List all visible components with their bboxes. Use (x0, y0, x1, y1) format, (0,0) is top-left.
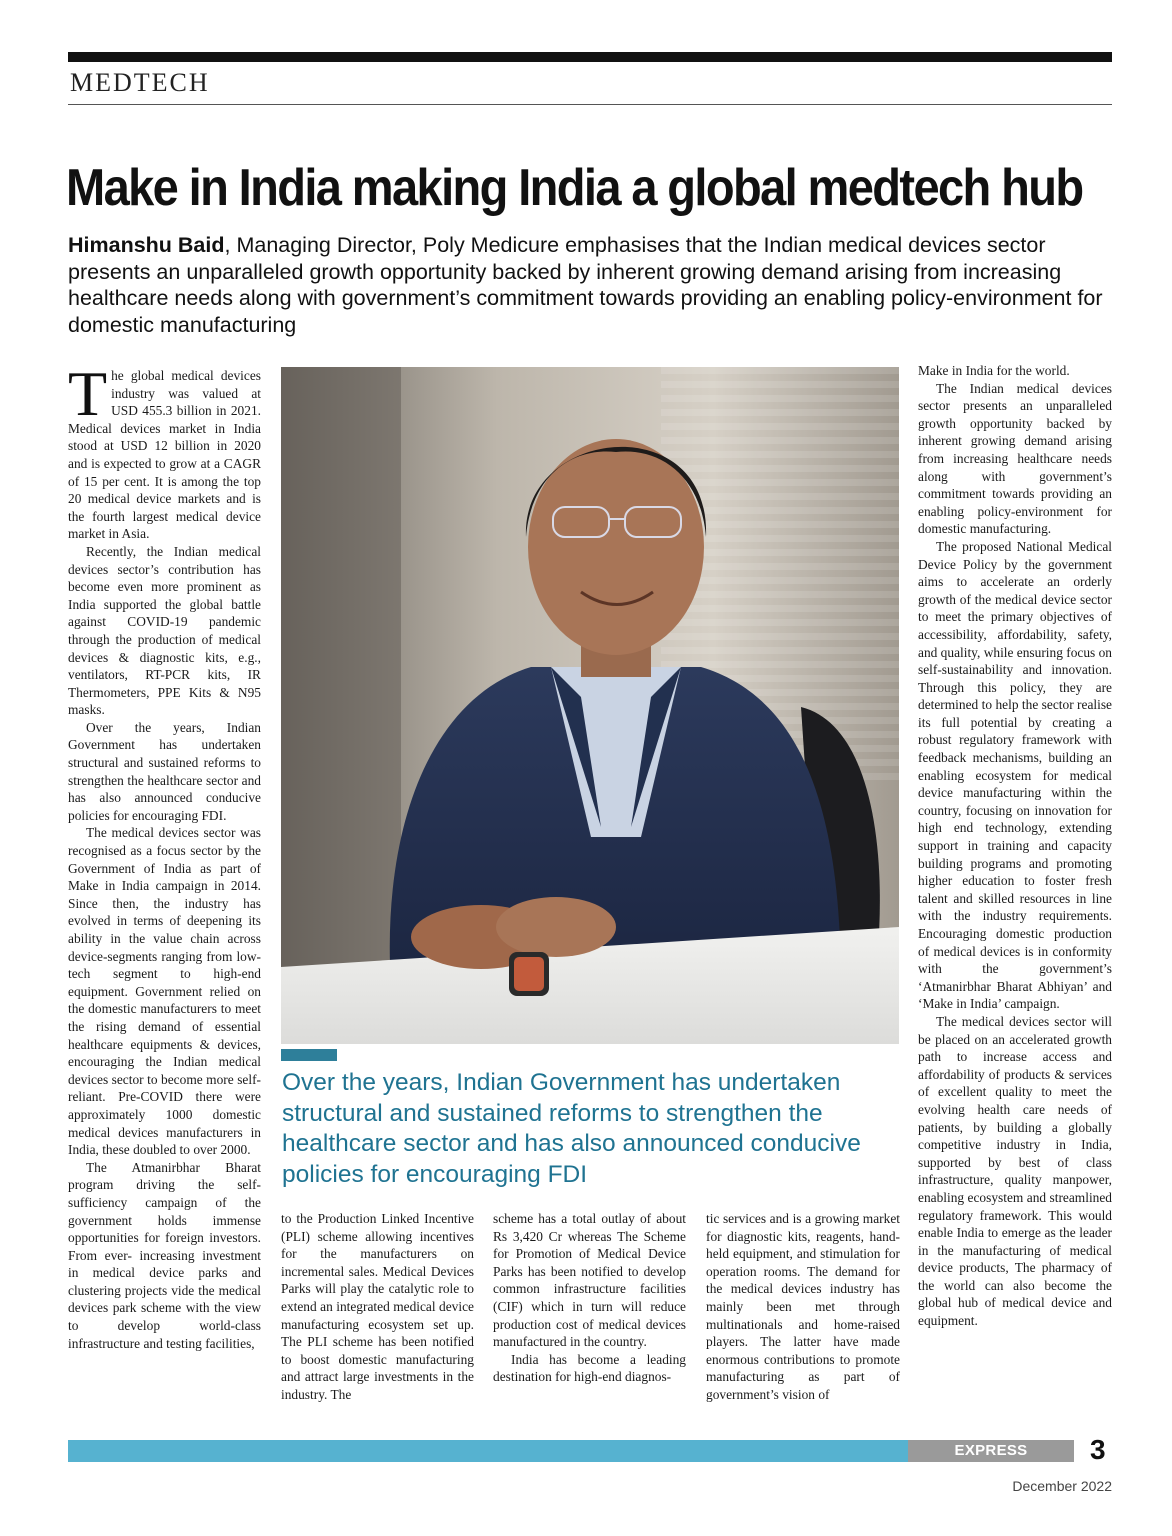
pullquote: Over the years, Indian Government has undertaken structural and sustained reforms to strengthen the healthcare sector and has also announced conducive policies for encouraging FDI (282, 1069, 861, 1188)
paragraph: India has become a leading destination for high-end diagnos- (493, 1351, 686, 1385)
paragraph: The Indian medical devices sector presents an unparalleled growth opportunity backed by inherent growing demand arising from increasing healthcare needs along with government’s commitment towards providing an enabling policy-environment for domestic manufacturing. (918, 380, 1112, 537)
pullquote-accent-bar (281, 1049, 337, 1061)
paragraph: The medical devices sector will be placed on an accelerated growth path to increase access and affordability of products & services of excellent quality to meet the evolving health care needs of patients, by building a globally competitive industry in India, supported by best of class infrastructure, quality manpower, enabling ecosystem and streamlined regulatory framework. This would enable India to emerge as the leader in the manufacturing of medical device products, The pharmacy of the world can also become the global hub of medical device and equipment. (918, 1013, 1112, 1329)
paragraph: tic services and is a growing market for diagnostic kits, reagents, hand-held equipment, and stimulation for operation rooms. The demand for the medical devices industry has mainly been met through multinationals and home-raised players. The latter have made enormous contributions to promote manufacturing as part of government’s vision of (706, 1211, 900, 1402)
paragraph (68, 358, 261, 543)
portrait-photo (281, 367, 899, 1044)
standfirst (68, 232, 1118, 338)
magazine-name: EXPRESS HEALTHCARE (908, 1440, 1074, 1462)
section-label: MEDTECH (70, 68, 210, 97)
column-5 (918, 362, 1112, 1330)
section-rule (68, 104, 1112, 105)
footer-bar (68, 1440, 908, 1462)
column-1 (68, 358, 261, 1352)
top-rule (68, 52, 1112, 62)
paragraph: to the Production Linked Incentive (PLI) scheme allowing incentives for the manufacturers on incremental sales. Medical Devices Parks will play the catalytic role to extend an integrated medical device manufacturing ecosystem set up. The PLI scheme has been notified to boost domestic manufacturing and attract large investments in the industry. The (281, 1211, 474, 1402)
paragraph: The Atmanirbhar Bharat program driving the self- sufficiency campaign of the government holds immense opportunities for foreign investors. From ever- increasing investment in medical device parks and clustering projects vide the medical devices park scheme with the view to develop world-class infrastructure and testing facilities, (68, 1159, 261, 1351)
column-4 (706, 1210, 900, 1404)
drop-cap: T (68, 358, 108, 429)
author-name: Himanshu Baid (68, 233, 225, 257)
page-number: 3 (1090, 1434, 1106, 1465)
paragraph: Recently, the Indian medical devices sector’s contribution has become even more prominent as India supported the global battle against COVID-19 pandemic through the production of medical devices & diagnostic kits, e.g., ventilators, RT-PCR kits, IR Thermometers, PPE Kits & N95 masks. (68, 543, 261, 718)
paragraph: The medical devices sector was recognised as a focus sector by the Government of India as part of Make in India campaign in 2014. Since then, the industry has evolved in terms of deepening its ability in the value chain across device-segments ranging from low-tech segment to high-end equipment. Government relied on the domestic manufacturers to meet the rising demand of essential healthcare equipments & devices, encouraging the Indian medical devices sector to become more self-reliant. Pre-COVID there were approximately 1000 domestic medical devices manufacturers in India, these doubled to over 2000. (68, 825, 261, 1158)
headline: Make in India making India a global medtech hub (66, 159, 1083, 217)
portrait-illustration (281, 367, 899, 1044)
standfirst-text: , Managing Director, Poly Medicure emphasises that the Indian medical devices sector presents an unparalleled growth opportunity backed by inherent growing demand arising from increasing healthcare needs along with government’s commitment towards providing an enabling policy-environment for domestic manufacturing (68, 233, 1103, 337)
paragraph: Make in India for the world. (918, 363, 1070, 378)
paragraph: Over the years, Indian Government has undertaken structural and sustained reforms to strengthen the healthcare sector and has also announced conducive policies for encouraging FDI. (68, 719, 261, 823)
paragraph: The proposed National Medical Device Policy by the government aims to accelerate an orderly growth of the medical device sector to meet the primary objectives of accessibility, affordability, safety, and quality, while ensuring focus on self-sustainability and innovation. Through this policy, they are determined to help the sector realise its full potential by creating a robust regulatory framework with feedback mechanisms, building an enabling ecosystem for medical device manufacturing within the country, focusing on innovation for high end technology, extending support in training and capacity building programs and promoting higher education to foster fresh talent and skilled resources in line with the industry requirements. Encouraging domestic production of medical devices is in conformity with the government’s ‘Atmanirbhar Bharat Abhiyan’ and ‘Make in India’ campaign. (918, 538, 1113, 1012)
paragraph: scheme has a total outlay of about Rs 3,420 Cr whereas The Scheme for Promotion of Medical Device Parks has been notified to develop common infrastructure facilities (CIF) which in turn will reduce production cost of medical devices manufactured in the country. (493, 1211, 686, 1350)
column-3 (493, 1210, 686, 1386)
column-2 (281, 1210, 474, 1404)
issue-date: December 2022 (1012, 1478, 1112, 1494)
paragraph-text: he global medical devices industry was valued at USD 455.3 billion in 2021. Medical devices market in India stood at USD 12 billion in 2020 and is expected to grow at a CAGR of 15 per cent. It is among the top 20 medical device markets and is the fourth largest medical device market in Asia. (68, 368, 261, 542)
